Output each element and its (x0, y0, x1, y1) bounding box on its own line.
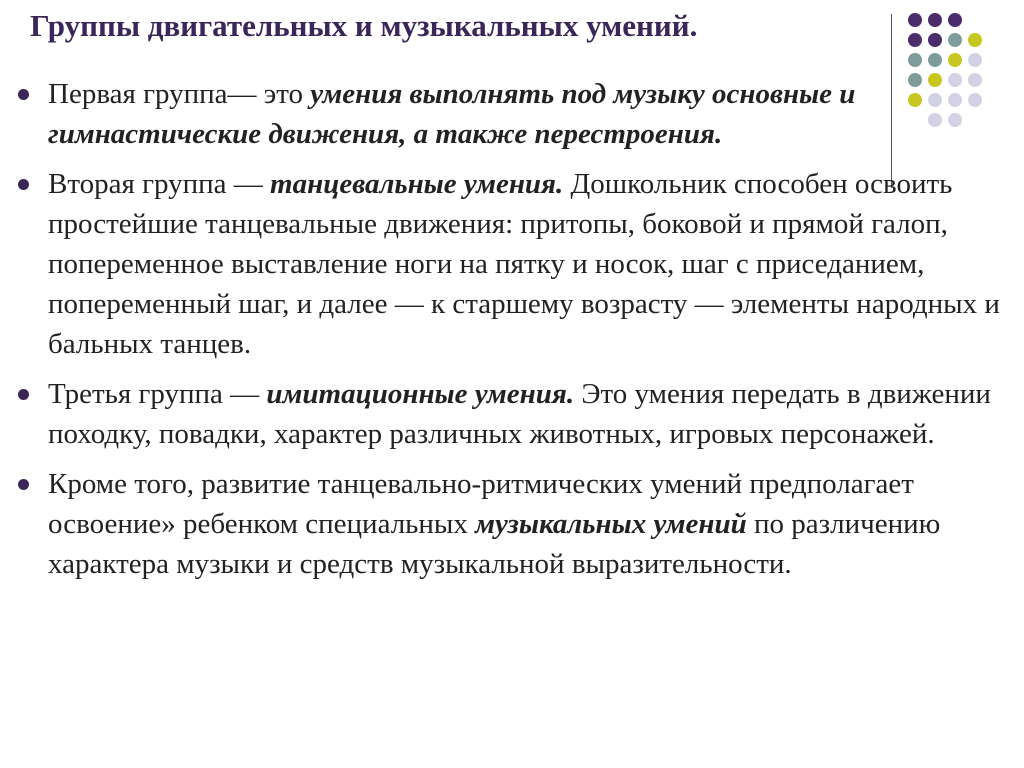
decorative-dot (928, 33, 942, 47)
decorative-dot (968, 33, 982, 47)
decorative-dot (908, 33, 922, 47)
bullet-lead-text: Вторая группа — (48, 168, 271, 200)
bullet-item-second-group (14, 164, 1010, 364)
decorative-dot (928, 13, 942, 27)
bullet-marker (18, 89, 29, 100)
decorative-dot (948, 33, 962, 47)
decorative-dot (948, 53, 962, 67)
bullet-lead-text: Первая группа— это (48, 78, 311, 110)
bullet-item-first-group (14, 74, 883, 154)
bullet-tail-text: Дошкольник способен освоить простейшие танцевальные движения: притопы, боковой и прямой галоп, попеременное выставление ноги на пятку и носок, шаг с приседанием, попеременный шаг, и далее — к старшему возрасту — элементы народных и бальных танцев. (48, 168, 1000, 360)
bullet-emphasis-text: имитационные умения. (266, 378, 575, 410)
decorative-dot (908, 13, 922, 27)
bullet-tail-text: Это умения передать в движении походку, повадки, характер различных животных, игровых персонажей. (48, 378, 991, 450)
bullet-emphasis-text: танцевальные умения. (270, 168, 564, 200)
bullet-emphasis-text: музыкальных умений (475, 508, 747, 540)
slide-title: Группы двигательных и музыкальных умений. (30, 8, 698, 43)
bullet-item-third-group (14, 374, 1010, 454)
bullet-item-musical-skills (14, 464, 1010, 584)
bullet-list (14, 74, 1010, 594)
bullet-tail-text: по различению характера музыки и средств музыкальной выразительности. (48, 508, 941, 580)
decorative-dot (948, 13, 962, 27)
bullet-lead-text: Кроме того, развитие танцевально-ритмических умений предполагает освоение» ребенком специальных (48, 468, 914, 540)
bullet-marker (18, 479, 29, 490)
bullet-marker (18, 179, 29, 190)
decorative-dot (968, 53, 982, 67)
decorative-dot (928, 53, 942, 67)
bullet-emphasis-text: умения выполнять под музыку основные и гимнастические движения, а также перестроения. (48, 78, 856, 150)
bullet-marker (18, 389, 29, 400)
bullet-lead-text: Третья группа — (48, 378, 267, 410)
decorative-dot (968, 13, 982, 27)
decorative-dot (908, 53, 922, 67)
